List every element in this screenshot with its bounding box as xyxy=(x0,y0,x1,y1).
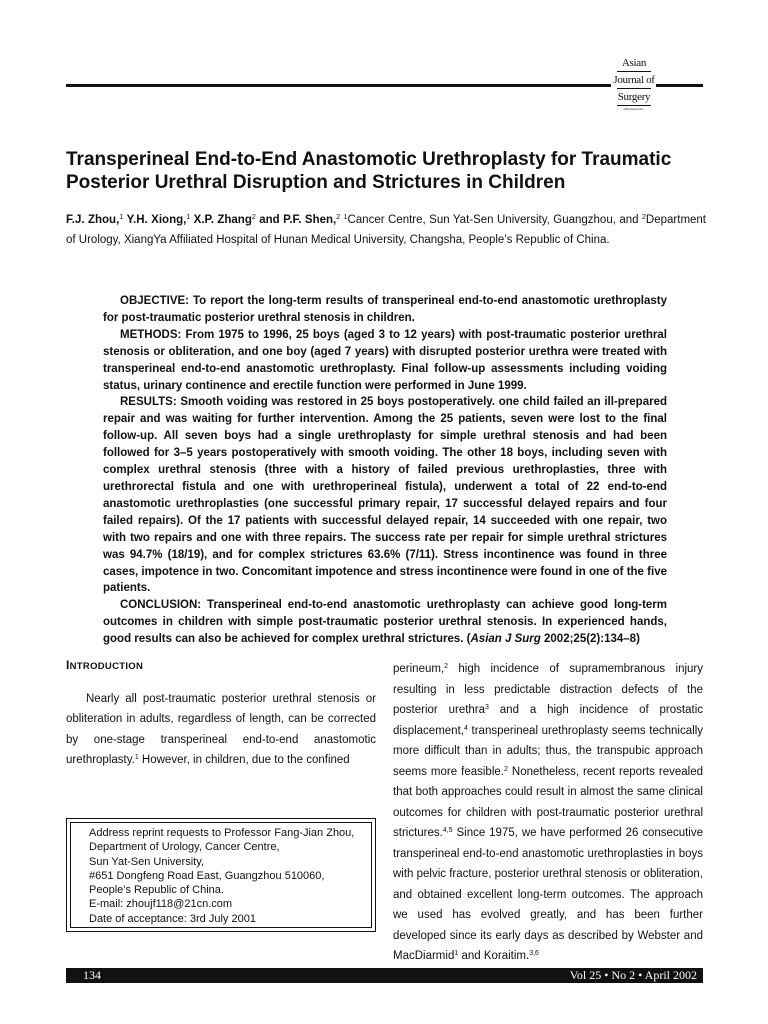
logo-tagline: Official journal of the ... xyxy=(623,107,645,111)
logo-line-2: Journal of xyxy=(613,74,655,86)
abstract-methods: METHODS: From 1975 to 1996, 25 boys (aged 3 to 12 years) with post-traumatic posterior urethral stenosis or obliteration, and one boy (aged 7 years) with disrupted posterior urethra were treated with transperineal end-to-end anastomotic urethroplasty. Final follow-up assessments including voiding status, urinary continence and erectile function were performed in June 1999. xyxy=(103,328,667,392)
logo-line-1: Asian xyxy=(621,57,647,69)
author-block: F.J. Zhou,$^1$ Y.H. Xiong,$^1$ X.P. Zhang$^2$ and P.F. Shen,$^2$ $^1$Cancer Centre, Sun Yat-Sen University, Guangzhou, and $^2$Department of Urology, XiangYa Affiliated Hospital of Hunan Medical University, Changsha, People’s Republic of China. xyxy=(66,214,707,246)
correspondence-address: Address reprint requests to Professor Fang-Jian Zhou, Department of Urology, Cancer Centre, Sun Yat-Sen University, #651 Dongfeng Road East, Guangzhou 510060, People’s Republic of China. E-mail: zhoujf118@21cn.com Date of acceptance: 3rd July 2001 xyxy=(89,826,369,926)
author-3: X.P. Zhang xyxy=(193,214,252,226)
page-footer xyxy=(66,968,703,983)
intro-paragraph-1: Nearly all post-traumatic posterior urethral stenosis or obliteration in adults, regardless of length, can be corrected by one-stage transperineal end-to-end anastomotic urethroplasty.$^1$ However, in children, due to the confined xyxy=(66,693,376,766)
header-rule-right xyxy=(656,84,703,87)
abstract xyxy=(103,293,667,648)
affiliation-2: Department of Urology, XiangYa Affiliated Hospital of Hunan Medical University, Changsha, People’s Republic of China. xyxy=(66,214,707,246)
right-column xyxy=(393,659,703,967)
abstract-objective: OBJECTIVE: To report the long-term results of transperineal end-to-end anastomotic urethroplasty for post-traumatic posterior urethral stenosis in children. xyxy=(103,295,667,324)
author-2: Y.H. Xiong, xyxy=(126,214,187,226)
issue-info: Vol 25 • No 2 • April 2002 xyxy=(569,968,697,982)
email-address: E-mail: zhoujf118@21cn.com xyxy=(89,898,233,911)
affiliation-1: Cancer Centre, Sun Yat-Sen University, Guangzhou, and xyxy=(347,214,639,226)
page-number: 134 xyxy=(83,968,101,982)
citation-journal: Asian J Surg xyxy=(470,633,541,646)
journal-logo xyxy=(613,56,655,112)
author-4: P.F. Shen, xyxy=(283,214,337,226)
section-heading-introduction: INTRODUCTION xyxy=(66,658,144,672)
abstract-conclusion: CONCLUSION: Transperineal end-to-end anastomotic urethroplasty can achieve good long-term outcomes in children with simple post-traumatic posterior urethral stenosis. In experienced hands, good results can also be achieved for complex urethral strictures. (Asian J Surg 2002;25(2):134–8) xyxy=(103,599,667,646)
intro-paragraph-continued: perineum,$^2$ high incidence of supramembranous injury resulting in less predictable distraction defects of the posterior urethra$^3$ and a high incidence of prostatic displacement,$^4$ transperineal urethroplasty seems technically more difficult than in adults; thus, the transpubic approach seems more feasible.$^2$ Nonetheless, recent reports revealed that both approaches could result in almost the same clinical outcomes for children with post-traumatic posterior urethral strictures.$^{4,5}$ Since 1975, we have performed 26 consecutive transperineal end-to-end anastomotic urethroplasties in boys with pelvic fracture, posterior urethral stenosis or obliteration, and obtained excellent long-term outcomes. The approach we used has evolved greatly, and has been further developed since its early days as described by Webster and MacDiarmid$^1$ and Koraitim.$^{3,6}$ xyxy=(393,663,704,962)
article-title: Transperineal End-to-End Anastomotic Urethroplasty for Traumatic Posterior Urethral Disruption and Strictures in Children xyxy=(66,149,672,193)
left-column xyxy=(66,689,376,770)
logo-line-3: Surgery xyxy=(617,91,651,103)
header-rule xyxy=(66,84,611,87)
author-1: F.J. Zhou, xyxy=(66,214,120,226)
abstract-results: RESULTS: Smooth voiding was restored in 25 boys postoperatively. one child failed an ill-prepared repair and was waiting for further intervention. Among the 25 patients, seven were lost to the final follow-up. All seven boys had a single urethroplasty for simple urethral stenosis and had been followed for 3–5 years postoperatively with smooth voiding. The other 18 boys, including seven with complex urethral stenosis (three with a history of failed previous urethroplasties, three with urethrorectal fistula and one with urethroperineal fistula), underwent a total of 22 end-to-end anastomotic urethroplasties (one successful primary repair, 17 successful delayed repairs and four failed repairs). Of the 17 patients with successful delayed repair, 14 succeeded with one repair, two with two repairs and one with three repairs. The success rate per repair for simple urethral strictures was 94.7% (18/19), and for complex strictures 63.6% (7/11). Stress incontinence was found in three cases, impotence in two. Concomitant impotence and stress incontinence were found in one of the five patients. xyxy=(103,396,667,595)
author-and: and xyxy=(259,214,280,226)
